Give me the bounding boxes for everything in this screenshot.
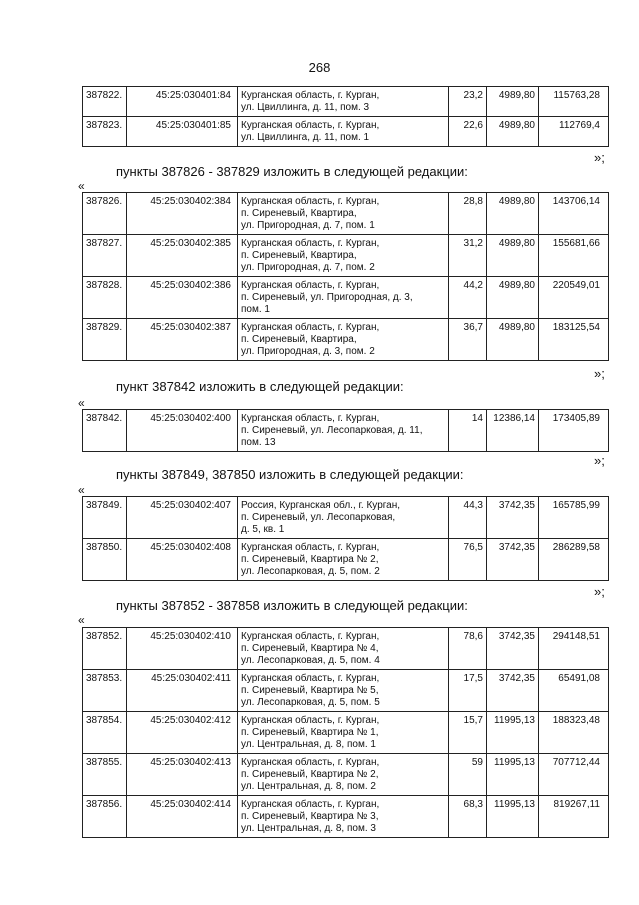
address-cell: Курганская область, г. Курган, п. Сиреневый, Квартира, ул. Пригородная, д. 3, пом. 2	[238, 319, 449, 361]
address-cell: Курганская область, г. Курган, п. Сиреневый, Квартира № 2, ул. Центральная, д. 8, пом. 2	[238, 754, 449, 796]
row-number: 387849.	[83, 497, 127, 539]
row-number: 387852.	[83, 628, 127, 670]
cadastral-number: 45:25:030402:411	[127, 670, 238, 712]
opening-quote: «	[78, 613, 85, 627]
address-cell: Курганская область, г. Курган, п. Сиреневый, Квартира, ул. Пригородная, д. 7, пом. 1	[238, 193, 449, 235]
rate-cell: 3742,35	[487, 670, 539, 712]
value-cell: 188323,48	[539, 712, 609, 754]
area-cell: 76,5	[449, 539, 487, 581]
cadastral-number: 45:25:030402:385	[127, 235, 238, 277]
row-number: 387855.	[83, 754, 127, 796]
closing-quote: »;	[594, 453, 605, 468]
table-row	[83, 117, 609, 147]
cadastral-number: 45:25:030401:84	[127, 87, 238, 117]
table-row	[83, 628, 609, 670]
cadastral-number: 45:25:030402:410	[127, 628, 238, 670]
cadastral-number: 45:25:030402:386	[127, 277, 238, 319]
value-cell: 65491,08	[539, 670, 609, 712]
opening-quote: «	[78, 179, 85, 193]
section-heading: пункт 387842 изложить в следующей редакции:	[116, 379, 404, 394]
register-table-2	[82, 409, 609, 452]
table-row	[83, 712, 609, 754]
opening-quote: «	[78, 483, 85, 497]
row-number: 387822.	[83, 87, 127, 117]
address-cell: Курганская область, г. Курган, п. Сиреневый, Квартира, ул. Пригородная, д. 7, пом. 2	[238, 235, 449, 277]
address-cell: Курганская область, г. Курган, п. Сиреневый, Квартира № 2, ул. Лесопарковая, д. 5, пом. 2	[238, 539, 449, 581]
value-cell: 286289,58	[539, 539, 609, 581]
area-cell: 31,2	[449, 235, 487, 277]
rate-cell: 4989,80	[487, 319, 539, 361]
table-row	[83, 754, 609, 796]
rate-cell: 4989,80	[487, 235, 539, 277]
section-heading: пункты 387826 - 387829 изложить в следующей редакции:	[116, 164, 468, 179]
row-number: 387854.	[83, 712, 127, 754]
value-cell: 707712,44	[539, 754, 609, 796]
table-row	[83, 497, 609, 539]
area-cell: 14	[449, 410, 487, 452]
rate-cell: 3742,35	[487, 539, 539, 581]
area-cell: 68,3	[449, 796, 487, 838]
closing-quote: »;	[594, 366, 605, 381]
cadastral-number: 45:25:030402:407	[127, 497, 238, 539]
rate-cell: 3742,35	[487, 628, 539, 670]
address-cell: Курганская область, г. Курган, п. Сиреневый, Квартира № 4, ул. Лесопарковая, д. 5, пом. 4	[238, 628, 449, 670]
register-table-1	[82, 192, 609, 361]
address-cell: Курганская область, г. Курган, ул. Цвиллинга, д. 11, пом. 3	[238, 87, 449, 117]
closing-quote: »;	[594, 150, 605, 165]
row-number: 387828.	[83, 277, 127, 319]
table-row	[83, 319, 609, 361]
area-cell: 44,3	[449, 497, 487, 539]
cadastral-number: 45:25:030402:384	[127, 193, 238, 235]
register-table-0	[82, 86, 609, 147]
value-cell: 819267,11	[539, 796, 609, 838]
table-row	[83, 670, 609, 712]
value-cell: 143706,14	[539, 193, 609, 235]
area-cell: 15,7	[449, 712, 487, 754]
area-cell: 23,2	[449, 87, 487, 117]
table-row	[83, 277, 609, 319]
value-cell: 112769,4	[539, 117, 609, 147]
address-cell: Курганская область, г. Курган, п. Сиреневый, Квартира № 3, ул. Центральная, д. 8, пом. 3	[238, 796, 449, 838]
table-row	[83, 87, 609, 117]
value-cell: 294148,51	[539, 628, 609, 670]
rate-cell: 4989,80	[487, 193, 539, 235]
row-number: 387842.	[83, 410, 127, 452]
row-number: 387856.	[83, 796, 127, 838]
register-table-4	[82, 627, 609, 838]
section-heading: пункты 387852 - 387858 изложить в следующей редакции:	[116, 598, 468, 613]
row-number: 387853.	[83, 670, 127, 712]
cadastral-number: 45:25:030402:408	[127, 539, 238, 581]
row-number: 387829.	[83, 319, 127, 361]
area-cell: 78,6	[449, 628, 487, 670]
rate-cell: 4989,80	[487, 87, 539, 117]
value-cell: 115763,28	[539, 87, 609, 117]
closing-quote: »;	[594, 584, 605, 599]
table-row	[83, 539, 609, 581]
rate-cell: 11995,13	[487, 796, 539, 838]
row-number: 387827.	[83, 235, 127, 277]
cadastral-number: 45:25:030402:413	[127, 754, 238, 796]
rate-cell: 4989,80	[487, 117, 539, 147]
value-cell: 165785,99	[539, 497, 609, 539]
cadastral-number: 45:25:030402:414	[127, 796, 238, 838]
area-cell: 17,5	[449, 670, 487, 712]
address-cell: Курганская область, г. Курган, п. Сиреневый, Квартира № 1, ул. Центральная, д. 8, пом. 1	[238, 712, 449, 754]
row-number: 387823.	[83, 117, 127, 147]
address-cell: Курганская область, г. Курган, п. Сиреневый, ул. Пригородная, д. 3, пом. 1	[238, 277, 449, 319]
table-row	[83, 193, 609, 235]
address-cell: Курганская область, г. Курган, п. Сиреневый, ул. Лесопарковая, д. 11, пом. 13	[238, 410, 449, 452]
rate-cell: 3742,35	[487, 497, 539, 539]
table-row	[83, 796, 609, 838]
value-cell: 220549,01	[539, 277, 609, 319]
cadastral-number: 45:25:030402:412	[127, 712, 238, 754]
area-cell: 28,8	[449, 193, 487, 235]
cadastral-number: 45:25:030402:400	[127, 410, 238, 452]
value-cell: 173405,89	[539, 410, 609, 452]
area-cell: 44,2	[449, 277, 487, 319]
address-cell: Курганская область, г. Курган, ул. Цвиллинга, д. 11, пом. 1	[238, 117, 449, 147]
opening-quote: «	[78, 396, 85, 410]
cadastral-number: 45:25:030401:85	[127, 117, 238, 147]
value-cell: 155681,66	[539, 235, 609, 277]
section-heading: пункты 387849, 387850 изложить в следующей редакции:	[116, 467, 464, 482]
table-row	[83, 235, 609, 277]
address-cell: Россия, Курганская обл., г. Курган, п. Сиреневый, ул. Лесопарковая, д. 5, кв. 1	[238, 497, 449, 539]
cadastral-number: 45:25:030402:387	[127, 319, 238, 361]
rate-cell: 11995,13	[487, 712, 539, 754]
row-number: 387850.	[83, 539, 127, 581]
address-cell: Курганская область, г. Курган, п. Сиреневый, Квартира № 5, ул. Лесопарковая, д. 5, пом. 5	[238, 670, 449, 712]
value-cell: 183125,54	[539, 319, 609, 361]
row-number: 387826.	[83, 193, 127, 235]
table-row	[83, 410, 609, 452]
page-number: 268	[308, 60, 331, 75]
area-cell: 59	[449, 754, 487, 796]
area-cell: 36,7	[449, 319, 487, 361]
register-table-3	[82, 496, 609, 581]
rate-cell: 11995,13	[487, 754, 539, 796]
rate-cell: 12386,14	[487, 410, 539, 452]
area-cell: 22,6	[449, 117, 487, 147]
rate-cell: 4989,80	[487, 277, 539, 319]
